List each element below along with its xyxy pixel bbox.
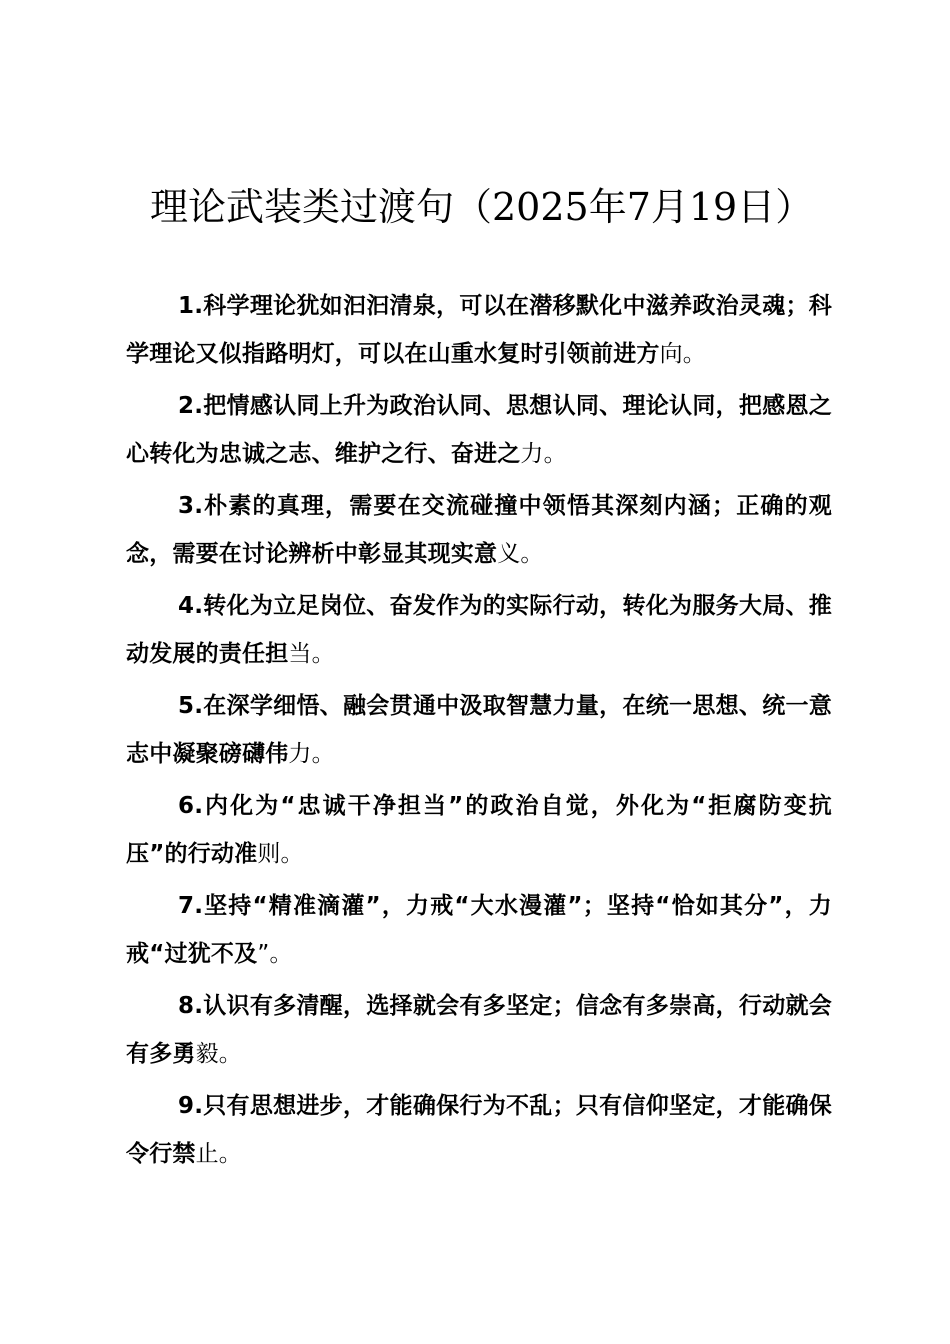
paragraph-tail: 止。 [195, 1141, 243, 1167]
paragraph-tail: 力。 [520, 441, 567, 467]
paragraph-text: 1.科学理论犹如汩汩清泉，可以在潜移默化中滋养政治灵魂；科学理论又似指路明灯，可以在山重水复时引领前进方 [126, 293, 832, 367]
paragraph-text: 9.只有思想进步，才能确保行为不乱；只有信仰坚定，才能确保令行禁 [126, 1093, 832, 1167]
document-body [126, 282, 832, 1182]
paragraph-5 [126, 682, 832, 782]
paragraph-text: 4.转化为立足岗位、奋发作为的实际行动，转化为服务大局、推动发展的责任担 [126, 593, 832, 667]
paragraph-text: 6.内化为“忠诚干净担当”的政治自觉，外化为“拒腐防变抗压”的行动准 [126, 793, 832, 867]
paragraph-tail: 义。 [497, 541, 544, 567]
paragraph-tail: 当。 [288, 641, 335, 667]
paragraph-tail: 则。 [257, 841, 304, 867]
paragraph-9 [126, 1082, 832, 1182]
paragraph-8 [126, 982, 832, 1082]
paragraph-7 [126, 882, 832, 982]
paragraph-6 [126, 782, 832, 882]
paragraph-text: 8.认识有多清醒，选择就会有多坚定；信念有多崇高，行动就会有多勇 [126, 993, 832, 1067]
paragraph-3 [126, 482, 832, 582]
paragraph-text: 3.朴素的真理，需要在交流碰撞中领悟其深刻内涵；正确的观念，需要在讨论辨析中彰显其现实意 [126, 493, 832, 567]
paragraph-tail: 力。 [288, 741, 335, 767]
paragraph-1 [126, 282, 832, 382]
paragraph-text: 7.坚持“精准滴灌”，力戒“大水漫灌”；坚持“恰如其分”，力戒“过犹不及 [126, 893, 832, 967]
paragraph-tail: ”。 [257, 941, 293, 967]
paragraph-2 [126, 382, 832, 482]
paragraph-tail: 向。 [659, 341, 707, 367]
paragraph-tail: 毅。 [195, 1041, 243, 1067]
paragraph-text: 2.把情感认同上升为政治认同、思想认同、理论认同，把感恩之心转化为忠诚之志、维护之行、奋进之 [126, 393, 832, 467]
paragraph-4 [126, 582, 832, 682]
paragraph-text: 5.在深学细悟、融会贯通中汲取智慧力量，在统一思想、统一意志中凝聚磅礴伟 [126, 693, 832, 767]
document-title: 理论武装类过渡句（2025年7月19日） [150, 185, 814, 229]
